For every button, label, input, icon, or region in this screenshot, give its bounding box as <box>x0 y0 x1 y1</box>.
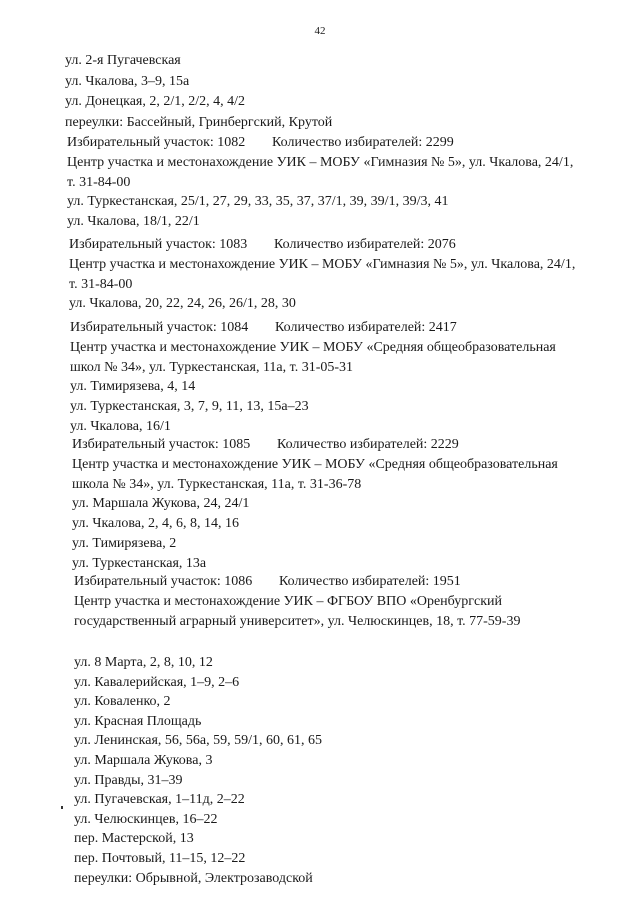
street-line: переулки: Обрывной, Электрозаводской <box>74 870 313 886</box>
page-number: 42 <box>314 25 326 37</box>
intro-street-list <box>65 51 332 133</box>
precinct-header <box>69 235 629 255</box>
scan-speck <box>61 806 63 809</box>
precinct-number: Избирательный участок: 1084 <box>70 320 249 335</box>
street-line: ул. Маршала Жукова, 24, 24/1 <box>72 496 250 512</box>
precinct-location-cont: государственный аграрный университет», ул. Челюскинцев, 18, т. 77-59-39 <box>74 613 521 629</box>
precinct-1085 <box>72 435 632 574</box>
street-line: ул. Кавалерийская, 1–9, 2–6 <box>74 674 240 690</box>
street-line: ул. Туркестанская, 25/1, 27, 29, 33, 35, 37, 37/1, 39, 39/1, 39/3, 41 <box>67 194 449 210</box>
precinct-location: Центр участка и местонахождение УИК – МОБУ «Гимназия № 5», ул. Чкалова, 24/1, <box>69 256 576 272</box>
precinct-1082 <box>67 133 627 232</box>
precinct-1084 <box>70 318 630 437</box>
precinct-location: Центр участка и местонахождение УИК – МОБУ «Средняя общеобразовательная <box>72 456 558 472</box>
street-line: ул. Чкалова, 2, 4, 6, 8, 14, 16 <box>72 516 240 532</box>
street-line: ул. Чкалова, 18/1, 22/1 <box>67 214 200 230</box>
street-line: ул. Красная Площадь <box>74 713 202 729</box>
street-line: ул. Пугачевская, 1–11д, 2–22 <box>74 792 245 808</box>
precinct-number: Избирательный участок: 1083 <box>69 237 248 252</box>
street-line: ул. Туркестанская, 3, 7, 9, 11, 13, 15а–23 <box>70 399 309 415</box>
precinct-1086-streets <box>74 653 634 888</box>
street-line: пер. Мастерской, 13 <box>74 831 194 847</box>
voter-count: Количество избирателей: 1951 <box>279 574 461 589</box>
street-line: ул. Чкалова, 3–9, 15а <box>65 73 190 89</box>
voter-count: Количество избирателей: 2229 <box>277 437 459 452</box>
precinct-phone: т. 31-84-00 <box>67 174 131 190</box>
precinct-1086 <box>74 572 634 631</box>
voter-count: Количество избирателей: 2417 <box>275 320 457 335</box>
street-line: ул. Тимирязева, 4, 14 <box>70 379 196 395</box>
precinct-header <box>74 572 634 592</box>
precinct-header <box>70 318 630 338</box>
precinct-header <box>72 435 632 455</box>
street-line: ул. Тимирязева, 2 <box>72 535 177 551</box>
precinct-location-cont: школа № 34», ул. Туркестанская, 11а, т. 31-36-78 <box>72 476 362 492</box>
street-line: ул. Туркестанская, 13а <box>72 555 207 571</box>
precinct-number: Избирательный участок: 1086 <box>74 574 253 589</box>
precinct-phone: т. 31-84-00 <box>69 276 133 292</box>
precinct-number: Избирательный участок: 1082 <box>67 135 246 150</box>
street-line: переулки: Бассейный, Гринбергский, Крутой <box>65 114 333 130</box>
precinct-number: Избирательный участок: 1085 <box>72 437 251 452</box>
precinct-location: Центр участка и местонахождение УИК – МОБУ «Гимназия № 5», ул. Чкалова, 24/1, <box>67 154 574 170</box>
street-line: ул. Донецкая, 2, 2/1, 2/2, 4, 4/2 <box>65 94 246 109</box>
street-line: ул. Челюскинцев, 16–22 <box>74 811 218 827</box>
voter-count: Количество избирателей: 2299 <box>272 135 454 150</box>
precinct-header <box>67 133 627 153</box>
street-line: ул. Чкалова, 20, 22, 24, 26, 26/1, 28, 30 <box>69 296 296 312</box>
street-line: ул. 2-я Пугачевская <box>65 53 181 68</box>
precinct-location: Центр участка и местонахождение УИК – ФГБОУ ВПО «Оренбургский <box>74 593 502 609</box>
precinct-1083 <box>69 235 629 314</box>
precinct-location: Центр участка и местонахождение УИК – МОБУ «Средняя общеобразовательная <box>70 339 556 355</box>
street-line: ул. Чкалова, 16/1 <box>70 418 171 434</box>
voter-count: Количество избирателей: 2076 <box>274 237 456 252</box>
street-line: ул. Правды, 31–39 <box>74 772 183 788</box>
precinct-location-cont: школ № 34», ул. Туркестанская, 11а, т. 31-05-31 <box>70 359 354 375</box>
street-line: ул. 8 Марта, 2, 8, 10, 12 <box>74 655 213 670</box>
street-line: ул. Коваленко, 2 <box>74 694 171 710</box>
street-line: ул. Ленинская, 56, 56а, 59, 59/1, 60, 61, 65 <box>74 733 323 749</box>
street-line: ул. Маршала Жукова, 3 <box>74 752 213 768</box>
street-line: пер. Почтовый, 11–15, 12–22 <box>74 850 246 866</box>
